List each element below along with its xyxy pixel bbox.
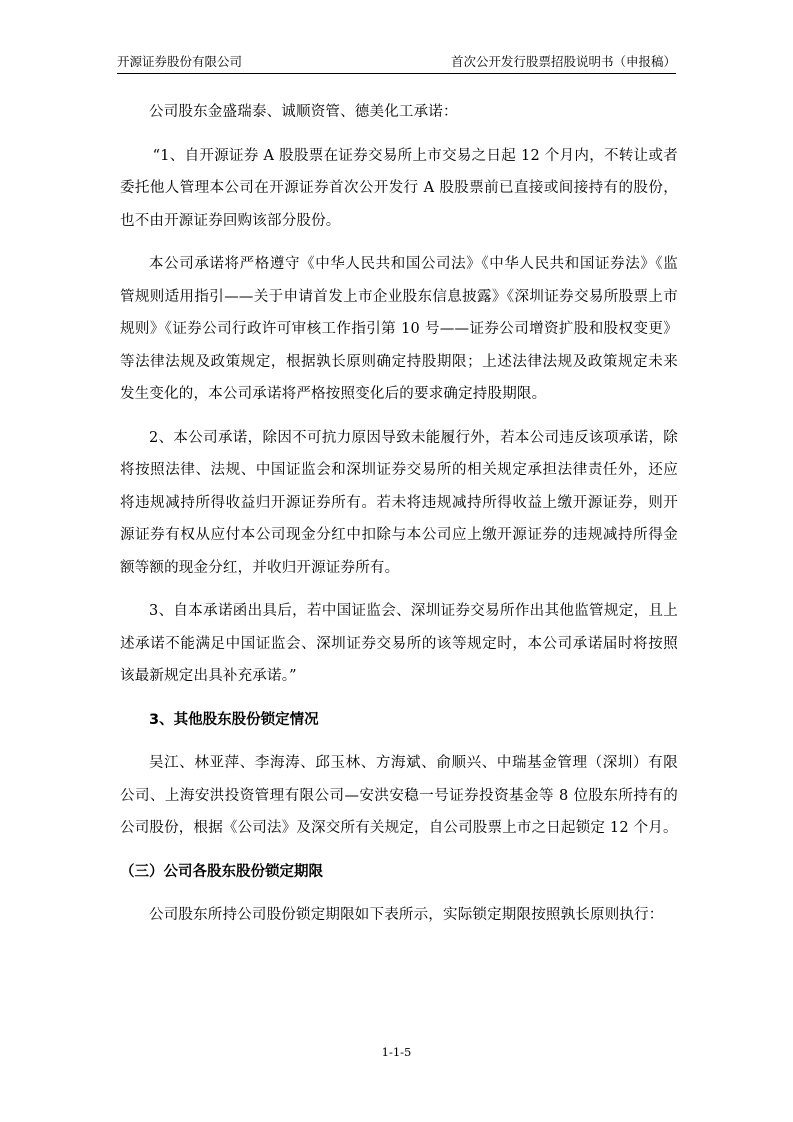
- document-body: [120, 96, 678, 932]
- header-document-title: 首次公开发行股票招股说明书（申报稿）: [450, 54, 676, 69]
- page-number: 1-1-5: [381, 1045, 412, 1059]
- other-shareholders-paragraph: 吴江、林亚萍、李海涛、邱玉林、方海斌、俞顺兴、中瑞基金管理（深圳）有限公司、上海安洪投资管理有限公司—安洪安稳一号证券投资基金等 8 位股东所持有的公司股份，根据《公司法》及深交所有关规定，自公司股票上市之日起锁定 12 个月。: [120, 755, 678, 836]
- intro-paragraph: 公司股东金盛瑞泰、诚顺资管、德美化工承诺：: [149, 104, 458, 120]
- table-intro-paragraph: 公司股东所持公司股份锁定期限如下表所示，实际锁定期限按照孰长原则执行：: [149, 907, 664, 923]
- page-header: [117, 52, 676, 72]
- subsection-heading: 3、其他股东股份锁定情况: [149, 711, 319, 728]
- section-heading: （三）公司各股东股份锁定期限: [120, 863, 323, 880]
- commitment-1-paragraph: “1、自开源证券 A 股股票在证券交易所上市交易之日起 12 个月内，不转让或者委托他人管理本公司在开源证券首次公开发行 A 股股票前已直接或间接持有的股份，也不由开源证券回购该部分股份。: [120, 147, 678, 229]
- commitment-1-law-paragraph: 本公司承诺将严格遵守《中华人民共和国公司法》《中华人民共和国证券法》《监管规则适用指引——关于申请首发上市企业股东信息披露》《深圳证券交易所股票上市规则》《证券公司行政许可审核工作指引第 10 号——证券公司增资扩股和股权变更》等法律法规及政策规定，根据孰长原则确定持股期限；上述法律法规及政策规定未来发生变化的，本公司承诺将严格按照变化后的要求确定持股期限。: [120, 256, 678, 402]
- header-divider: [117, 73, 676, 74]
- commitment-3-paragraph: 3、自本承诺函出具后，若中国证监会、深圳证券交易所作出其他监管规定，且上述承诺不能满足中国证监会、深圳证券交易所的该等规定时，本公司承诺届时将按照该最新规定出具补充承诺。”: [120, 603, 678, 684]
- commitment-2-paragraph: 2、本公司承诺，除因不可抗力原因导致未能履行外，若本公司违反该项承诺，除将按照法律、法规、中国证监会和深圳证券交易所的相关规定承担法律责任外，还应将违规减持所得收益归开源证券所有。若未将违规减持所得收益上缴开源证券，则开源证券有权从应付本公司现金分红中扣除与本公司应上缴开源证券的违规减持所得金额等额的现金分红，并收归开源证券所有。: [120, 429, 678, 576]
- header-company-name: 开源证券股份有限公司: [117, 54, 243, 69]
